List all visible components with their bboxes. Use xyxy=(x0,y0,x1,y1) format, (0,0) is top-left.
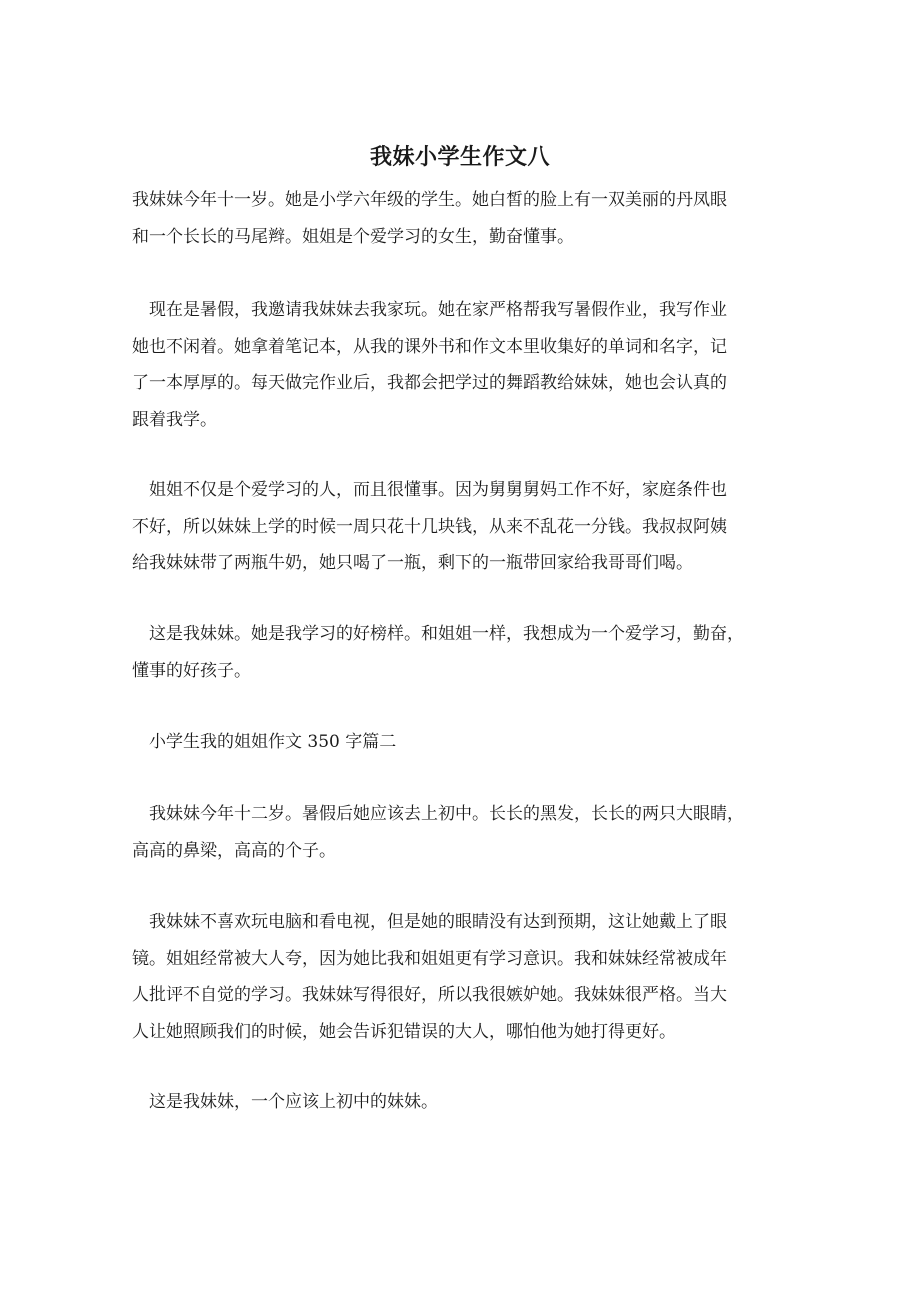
paragraph-5 xyxy=(132,796,792,869)
section-heading-text: 小学生我的姐姐作文 350 字篇二 xyxy=(149,732,397,752)
paragraph-4 xyxy=(132,616,792,689)
paragraph-7 xyxy=(132,1084,792,1121)
paragraph-6 xyxy=(132,904,792,1050)
paragraph-line: 人批评不自觉的学习。我妹妹写得很好，所以我很嫉妒她。我妹妹很严格。当大 xyxy=(132,985,727,1006)
paragraph-2 xyxy=(132,292,792,438)
paragraph-line: 懂事的好孩子。 xyxy=(132,660,251,681)
paragraph-line: 给我妹妹带了两瓶牛奶，她只喝了一瓶，剩下的一瓶带回家给我哥哥们喝。 xyxy=(132,553,693,574)
paragraph-line: 不好，所以妹妹上学的时候一周只花十几块钱，从来不乱花一分钱。我叔叔阿姨 xyxy=(132,516,727,537)
paragraph-line: 姐姐不仅是个爱学习的人，而且很懂事。因为舅舅舅妈工作不好，家庭条件也 xyxy=(149,480,727,500)
paragraph-line: 现在是暑假，我邀请我妹妹去我家玩。她在家严格帮我写暑假作业，我写作业 xyxy=(149,300,727,320)
paragraph-3 xyxy=(132,472,792,582)
paragraph-1 xyxy=(132,182,792,255)
paragraph-line: 她也不闲着。她拿着笔记本，从我的课外书和作文本里收集好的单词和名字，记 xyxy=(132,336,727,357)
page-title: 我妹小学生作文八 xyxy=(369,144,550,170)
paragraph-line: 高高的鼻梁，高高的个子。 xyxy=(132,840,336,861)
paragraph-line: 这是我妹妹。她是我学习的好榜样。和姐姐一样，我想成为一个爱学习，勤奋， xyxy=(149,624,744,644)
paragraph-line: 我妹妹今年十二岁。暑假后她应该去上初中。长长的黑发，长长的两只大眼睛， xyxy=(149,804,744,824)
paragraph-line: 我妹妹不喜欢玩电脑和看电视，但是她的眼睛没有达到预期，这让她戴上了眼 xyxy=(149,912,727,932)
paragraph-line: 了一本厚厚的。每天做完作业后，我都会把学过的舞蹈教给妹妹，她也会认真的 xyxy=(132,373,727,394)
section-heading xyxy=(132,724,792,761)
paragraph-line: 镜。姐姐经常被大人夸，因为她比我和姐姐更有学习意识。我和妹妹经常被成年 xyxy=(132,948,727,969)
paragraph-line: 跟着我学。 xyxy=(132,409,217,430)
paragraph-line: 我妹妹今年十一岁。她是小学六年级的学生。她白皙的脸上有一双美丽的丹凤眼 xyxy=(132,190,727,210)
paragraph-line: 和一个长长的马尾辫。姐姐是个爱学习的女生，勤奋懂事。 xyxy=(132,226,574,247)
paragraph-line: 这是我妹妹，一个应该上初中的妹妹。 xyxy=(149,1092,438,1112)
paragraph-line: 人让她照顾我们的时候，她会告诉犯错误的大人，哪怕他为她打得更好。 xyxy=(132,1021,676,1042)
